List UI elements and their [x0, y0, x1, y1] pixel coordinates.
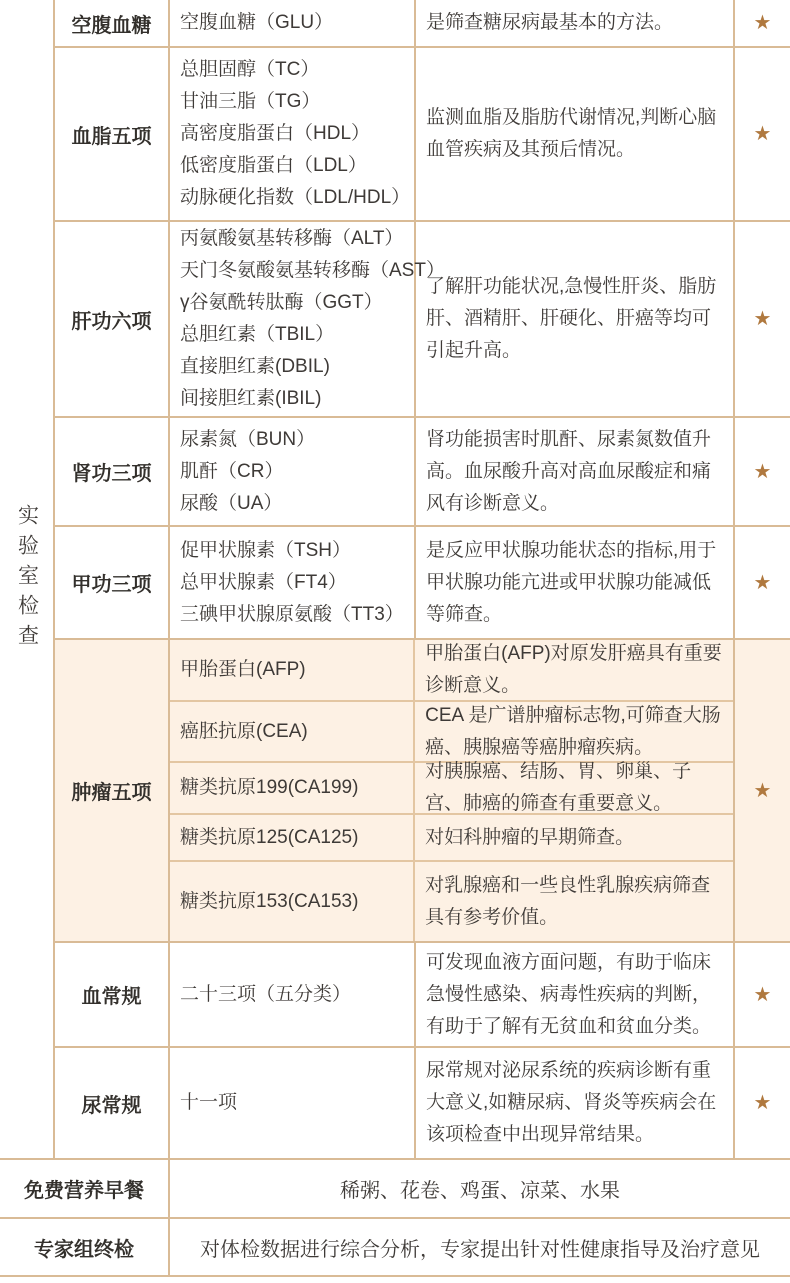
description-cell: [415, 640, 733, 700]
lab-section-column: [0, 0, 55, 1158]
table-subrow-ca199: [170, 763, 733, 815]
description-text: 对妇科肿瘤的早期筛查。: [425, 826, 635, 848]
star-cell: [735, 48, 790, 220]
items-cell: [170, 702, 415, 761]
description-text: CEA 是广谱肿瘤标志物,可筛查大肠癌、胰腺癌等癌肿瘤疾病。: [425, 704, 721, 758]
item-line: 尿酸（UA）: [180, 492, 283, 514]
star-icon: ★: [753, 571, 772, 594]
star-icon: ★: [753, 779, 772, 802]
description-cell: [415, 862, 733, 941]
item-line: 总胆红素（TBIL）: [180, 324, 335, 345]
description-text: 了解肝功能状况,急慢性肝炎、脂肪肝、酒精肝、肝硬化、肝癌等均可引起升高。: [426, 276, 717, 361]
item-line: 丙氨酸氨基转移酶（ALT）: [180, 228, 404, 249]
item-line: 间接胆红素(IBIL): [180, 388, 322, 409]
description-text: 监测血脂及脂肪代谢情况,判断心脑血管疾病及其预后情况。: [426, 107, 717, 160]
item-line: γ谷氨酰转肽酶（GGT）: [180, 292, 383, 313]
lab-rows: [55, 0, 790, 1158]
item-line: 糖类抗原125(CA125): [180, 826, 359, 848]
table-subrow-ca125: [170, 815, 733, 862]
star-icon: ★: [753, 12, 772, 34]
items-cell: [170, 0, 416, 46]
description-cell: [416, 48, 735, 220]
description-cell: [415, 763, 733, 813]
item-line: 糖类抗原199(CA199): [180, 777, 359, 798]
content-cell: 稀粥、花卷、鸡蛋、凉菜、水果: [340, 1180, 620, 1202]
category-cell: 甲功三项: [55, 527, 170, 638]
item-line: 高密度脂蛋白（HDL）: [180, 123, 371, 144]
item-line: 肌酐（CR）: [180, 460, 284, 482]
category-cell: 血脂五项: [55, 48, 170, 220]
item-line: 直接胆红素(DBIL): [180, 356, 330, 377]
category-cell: 尿常规: [55, 1048, 170, 1158]
description-text: 是反应甲状腺功能状态的指标,用于甲状腺功能亢进或甲状腺功能减低等筛查。: [426, 539, 717, 625]
description-cell: [416, 0, 735, 46]
item-line: 癌胚抗原(CEA): [180, 720, 308, 742]
item-line: 糖类抗原153(CA153): [180, 890, 359, 912]
category-cell: 免费营养早餐: [0, 1160, 170, 1217]
items-cell: [170, 418, 416, 525]
description-cell: [416, 222, 735, 416]
table-row-urine-routine: [55, 1048, 790, 1158]
star-icon: ★: [753, 308, 772, 330]
items-cell: [170, 527, 416, 638]
table-row-kidney-panel: [55, 418, 790, 527]
description-text: 甲胎蛋白(AFP)对原发肝癌具有重要诊断意义。: [425, 643, 722, 696]
table-subrow-ca153: [170, 862, 733, 941]
star-cell: [735, 222, 790, 416]
star-cell: [735, 943, 790, 1046]
description-cell: [415, 702, 733, 761]
item-line: 动脉硬化指数（LDL/HDL）: [180, 187, 411, 208]
item-line: 三碘甲状腺原氨酸（TT3）: [180, 603, 404, 625]
item-line: 甲胎蛋白(AFP): [180, 659, 306, 680]
category-cell: 专家组终检: [0, 1219, 170, 1275]
description-text: 可发现血液方面问题，有助于临床急慢性感染、病毒性疾病的判断，有助于了解有无贫血和贫血分类。: [426, 951, 712, 1037]
description-text: 尿常规对泌尿系统的疾病诊断有重大意义,如糖尿病、肾炎等疾病会在该项检查中出现异常结果。: [426, 1060, 717, 1145]
content-cell: 对体检数据进行综合分析，专家提出针对性健康指导及治疗意见: [200, 1238, 760, 1261]
category-cell: 血常规: [55, 943, 170, 1046]
star-cell: [735, 1048, 790, 1158]
category-cell: 空腹血糖: [55, 0, 170, 46]
items-cell: [170, 815, 415, 860]
items-cell: [170, 943, 416, 1046]
star-icon: ★: [753, 983, 772, 1006]
description-cell: [416, 527, 735, 638]
category-cell: 肝功六项: [55, 222, 170, 416]
item-line: 空腹血糖（GLU）: [180, 12, 334, 33]
items-cell: [170, 763, 415, 813]
item-line: 天门冬氨酸氨基转移酶（AST）: [180, 260, 445, 281]
star-cell: [735, 418, 790, 525]
items-cell: [170, 222, 445, 416]
items-cell: [170, 862, 415, 941]
item-line: 二十三项（五分类）: [180, 983, 352, 1005]
description-text: 对乳腺癌和一些良性乳腺疾病筛查具有参考价值。: [425, 874, 711, 928]
star-icon: ★: [753, 460, 772, 483]
item-line: 甘油三脂（TG）: [180, 91, 321, 112]
item-line: 低密度脂蛋白（LDL）: [180, 155, 367, 176]
star-icon: ★: [753, 1092, 772, 1114]
table-row-thyroid-panel: [55, 527, 790, 640]
table-row-lipid-panel: [55, 48, 790, 222]
description-text: 对胰腺癌、结肠、胃、卵巢、子宫、肺癌的筛查有重要意义。: [425, 761, 692, 814]
table-row-expert-review: [0, 1219, 790, 1277]
star-cell: [735, 527, 790, 638]
table-row-blood-routine: [55, 943, 790, 1048]
footer-rows: [0, 1158, 790, 1277]
table-subrow-afp: [170, 640, 733, 702]
table-row-tumor-panel: [55, 640, 790, 943]
description-text: 是筛查糖尿病最基本的方法。: [426, 12, 674, 33]
items-cell: [170, 1048, 416, 1158]
description-text: 肾功能损害时肌酐、尿素氮数值升高。血尿酸升高对高血尿酸症和痛风有诊断意义。: [426, 428, 712, 514]
item-line: 总胆固醇（TC）: [180, 59, 320, 80]
category-cell: 肿瘤五项: [55, 640, 170, 941]
table-row-free-breakfast: [0, 1160, 790, 1219]
item-line: 总甲状腺素（FT4）: [180, 571, 347, 593]
table-row-fasting-glucose: [55, 0, 790, 48]
item-line: 促甲状腺素（TSH）: [180, 539, 352, 561]
lab-section-label: 实验室检查: [15, 504, 39, 654]
star-cell: [735, 640, 790, 941]
description-cell: [416, 943, 735, 1046]
table-subrow-cea: [170, 702, 733, 763]
tumor-subrows: [170, 640, 735, 941]
item-line: 十一项: [180, 1092, 238, 1113]
items-cell: [170, 48, 416, 220]
star-cell: [735, 0, 790, 46]
description-cell: [416, 418, 735, 525]
table-row-liver-panel: [55, 222, 790, 418]
description-cell: [416, 1048, 735, 1158]
star-icon: ★: [753, 123, 772, 145]
description-cell: [415, 815, 733, 860]
item-line: 尿素氮（BUN）: [180, 428, 316, 450]
items-cell: [170, 640, 415, 700]
category-cell: 肾功三项: [55, 418, 170, 525]
